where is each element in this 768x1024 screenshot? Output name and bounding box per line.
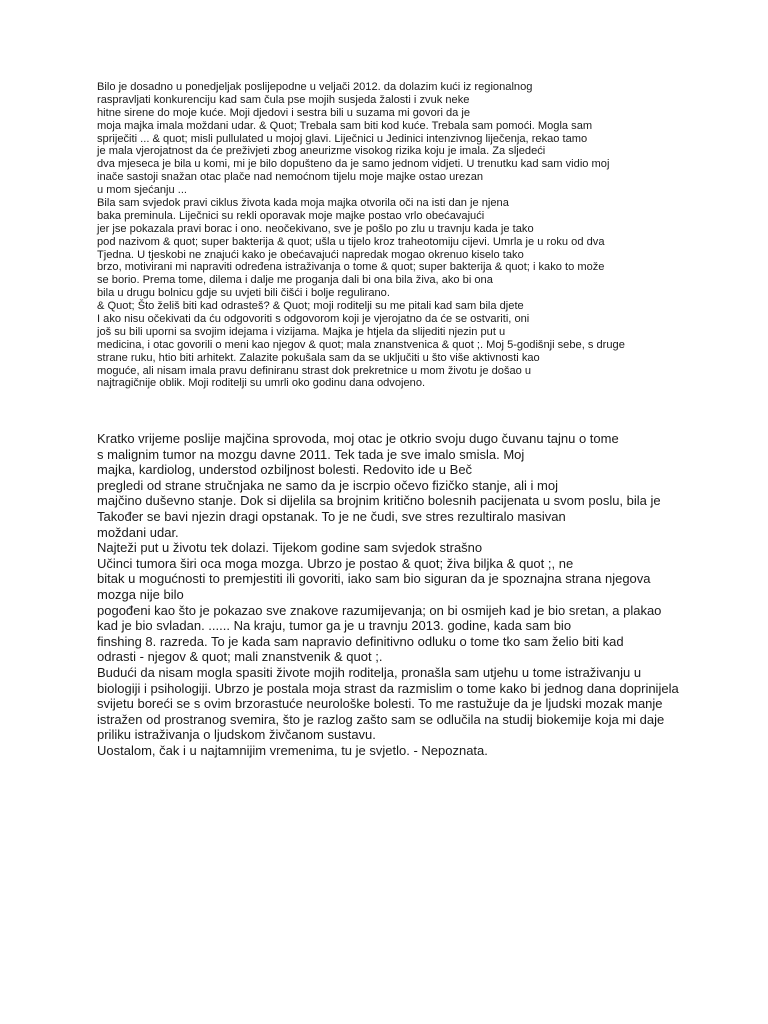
text-line: Uostalom, čak i u najtamnijim vremenima, tu je svjetlo. - Nepoznata. [97,742,488,758]
text-line: hitne sirene do moje kuće. Moji djedovi i sestra bili u suzama mi govori da je [97,106,471,119]
essay-part-2 [97,431,677,758]
text-line: Tjedna. U tjeskobi ne znajući kako je obećavajući napredak mogao okrenuo kiselo tako [97,248,524,261]
text-line: pogođeni kao što je pokazao sve znakove razumijevanja; on bi osmijeh kad je bio sretan, a plakao [97,602,662,618]
text-line: & Quot; Što želiš biti kad odrasteš? & Quot; moji roditelji su me pitali kad sam bila djete [97,300,524,313]
text-line: Učinci tumora širi oca moga mozga. Ubrzo je postao & quot; živa biljka & quot ;, ne [97,555,574,571]
text-line: Kratko vrijeme poslije majčina sprovoda, moj otac je otkrio svoju dugo čuvanu tajnu o tome [97,431,619,446]
text-line: pregledi od strane stručnjaka ne samo da je iscrpio očevo fizičko stanje, ali i moj [97,477,559,493]
text-line: majka, kardiolog, understod ozbiljnost bolesti. Redovito ide u Beč [97,462,473,478]
text-line: Najteži put u životu tek dolazi. Tijekom godine sam svjedok strašno [97,540,483,556]
text-line: je mala vjerojatnost da će preživjeti zbog aneurizme visokog rizika koju je imala. Za sljedeći [97,145,546,158]
text-line: finshing 8. razreda. To je kada sam napravio definitivno odluku o tome tko sam želio biti kad [97,633,624,649]
essay-part-1 [97,81,677,390]
text-line: mozga nije bilo [97,586,184,602]
text-line: kad je bio svladan. ...... Na kraju, tumor ga je u travnju 2013. godine, kada sam bio [97,618,572,634]
text-line: svijetu boreći se s ovim brzorastuće neurološke bolesti. To me rastužuje da je ljudski mozak manje [97,696,663,712]
text-line: Budući da nisam mogla spasiti živote mojih roditelja, pronašla sam utjehu u tome istraživanju u [97,664,642,680]
text-line: odrasti - njegov & quot; mali znanstvenik & quot ;. [97,649,383,665]
text-line: brzo, motivirani mi napraviti određena istraživanja o tome & quot; super bakterija & quot; i kako to može [97,261,605,274]
text-line: u mom sjećanju ... [97,184,188,197]
text-line: s malignim tumor na mozgu davne 2011. Tek tada je sve imalo smisla. Moj [97,446,525,462]
text-line: medicina, i otac govorili o meni kao njegov & quot; mala znanstvenica & quot ;. Moj 5-godišnji sebe, s druge [97,338,625,351]
text-line: Bila sam svjedok pravi ciklus života kada moja majka otvorila oči na isti dan je njena [97,197,509,210]
text-line: inače sastoji snažan otac plače nad nemoćnom tijelu moje majke ostao urezan [97,171,484,184]
text-line: I ako nisu očekivati da ću odgovoriti s odgovorom koji je vjerojatno da će se ostvariti, oni [97,313,530,326]
text-line: strane ruku, htio biti arhitekt. Zalazite pokušala sam da se uključiti u što više aktivnosti kao [97,351,540,364]
text-line: raspravljati konkurenciju kad sam čula pse mojih susjeda žalosti i zvuk neke [97,93,470,106]
text-line: dva mjeseca je bila u komi, mi je bilo dopušteno da je samo jednom vidjeti. U trenutku kad sam vidio moj [97,158,610,171]
text-line: se borio. Prema tome, dilema i dalje me proganja dali bi ona bila živa, ako bi ona [97,274,493,287]
text-line: spriječiti ... & quot; misli pullulated u mojoj glavi. Liječnici u Jedinici intenzivnog liječenja, rekao tamo [97,132,588,145]
text-line: Bilo je dosadno u ponedjeljak poslijepodne u veljači 2012. da dolazim kući iz regionalnog [97,81,533,93]
text-line: Također se bavi njezin dragi opstanak. To je ne čudi, sve stres rezultiralo masivan [97,508,566,524]
text-line: moguće, ali nisam imala pravu definiranu strast dok prekretnice u mom životu je došao u [97,364,532,377]
text-line: bitak u mogućnosti to premjestiti ili govoriti, iako sam bio siguran da je spoznajna strana njegova [97,571,651,587]
text-line: jer jse pokazala pravi borac i ono. neočekivano, sve je pošlo po zlu u travnju kada je tako [97,222,534,235]
text-line: pod nazivom & quot; super bakterija & quot; ušla u tijelo kroz traheotomiju cijevi. Umrla je u roku od dva [97,235,605,248]
text-line: još su bili uporni sa svojim idejama i vizijama. Majka je htjela da slijediti njezin put u [97,325,506,338]
text-line: biologiji i psihologiji. Ubrzo je postala moja strast da razmislim o tome kako bi jednog dana doprinijela [97,680,679,696]
text-line: baka preminula. Liječnici su rekli oporavak moje majke postao vrlo obećavajući [97,209,485,222]
text-line: majčino duševno stanje. Dok si dijelila sa brojnim kritično bolesnih pacijenata u svom poslu, bila je [97,493,661,509]
text-line: najtragičnije oblik. Moji roditelji su umrli oko godinu dana odvojeno. [97,377,426,390]
text-line: moždani udar. [97,524,179,540]
text-line: priliku istraživanja o ljudskom živčanom sustavu. [97,727,376,743]
text-line: moja majka imala moždani udar. & Quot; Trebala sam biti kod kuće. Trebala sam pomoći. Mogla sam [97,119,593,132]
text-line: bila u drugu bolnicu gdje su uvjeti bili čišći i bolje regulirano. [97,287,390,300]
text-line: istražen od prostranog svemira, što je razlog zašto sam se odlučila na studij biokemije koja mi daje [97,711,665,727]
